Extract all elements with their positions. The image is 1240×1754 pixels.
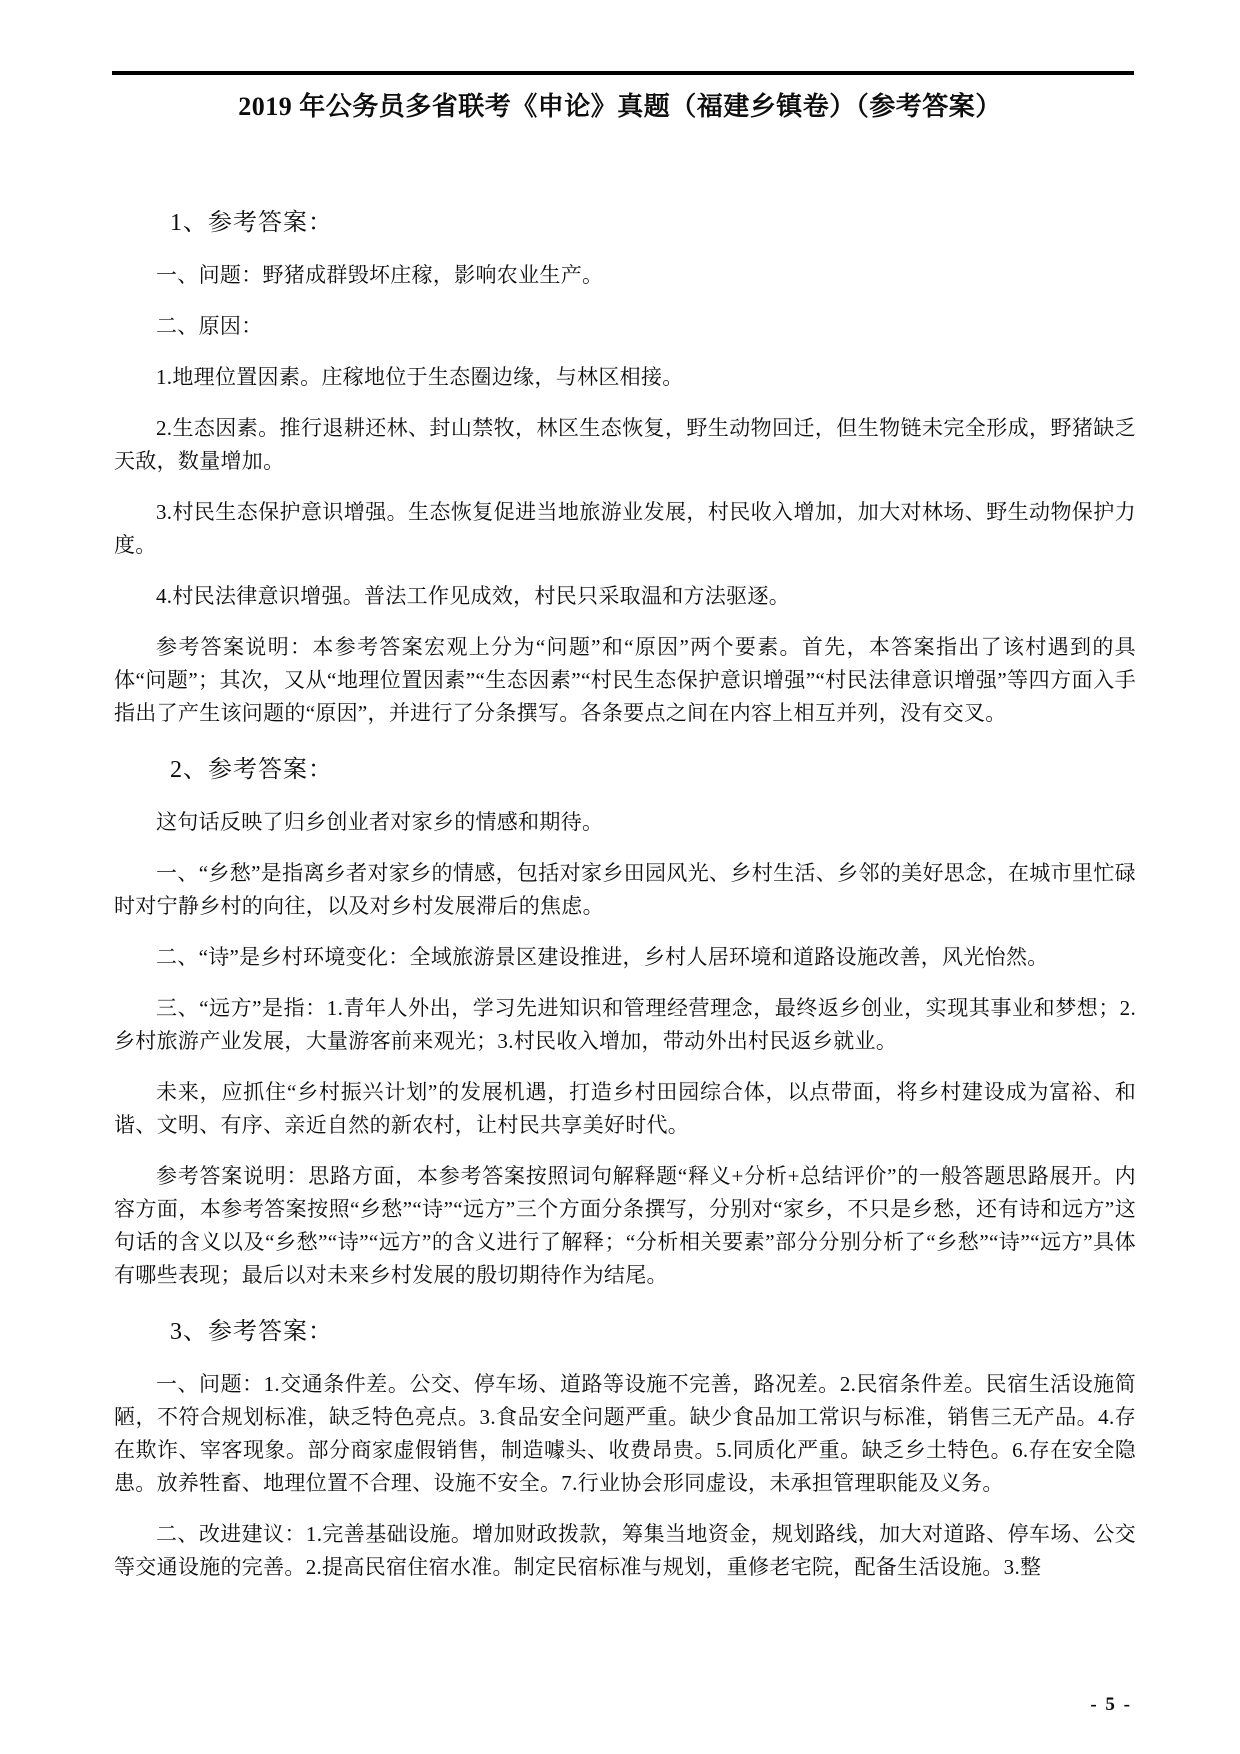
paragraph: 3.村民生态保护意识增强。生态恢复促进当地旅游业发展，村民收入增加，加大对林场、野生动物保护力度。 xyxy=(114,500,1136,557)
document-title: 2019 年公务员多省联考《申论》真题（福建乡镇卷）（参考答案） xyxy=(238,92,1002,121)
paragraph: 二、改进建议：1.完善基础设施。增加财政拨款，筹集当地资金，规划路线，加大对道路、停车场、公交等交通设施的完善。2.提高民宿住宿水准。制定民宿标准与规划，重修老宅院，配备生活设施。3.整 xyxy=(114,1522,1136,1579)
paragraph: 二、原因： xyxy=(156,314,263,338)
paragraph: 2.生态因素。推行退耕还林、封山禁牧，林区生态恢复，野生动物回迁，但生物链未完全形成，野猪缺乏天敌，数量增加。 xyxy=(114,416,1136,473)
paragraph: 未来，应抓住“乡村振兴计划”的发展机遇，打造乡村田园综合体，以点带面，将乡村建设成为富裕、和谐、文明、有序、亲近自然的新农村，让村民共享美好时代。 xyxy=(114,1080,1136,1137)
section-3-heading: 3、参考答案： xyxy=(170,1319,333,1345)
answer-section-1 xyxy=(114,205,1136,730)
paragraph: 一、“乡愁”是指离乡者对家乡的情感，包括对家乡田园风光、乡村生活、乡邻的美好思念，在城市里忙碌时对宁静乡村的向往，以及对乡村发展滞后的焦虑。 xyxy=(114,861,1136,918)
answer-section-3 xyxy=(114,1314,1136,1584)
page-number: - 5 - xyxy=(1090,1694,1132,1715)
paragraph: 二、“诗”是乡村环境变化：全域旅游景区建设推进，乡村人居环境和道路设施改善，风光怡然。 xyxy=(156,945,1049,969)
document-body xyxy=(114,205,1136,1584)
paragraph: 1.地理位置因素。庄稼地位于生态圈边缘，与林区相接。 xyxy=(156,365,684,389)
paragraph: 4.村民法律意识增强。普法工作见成效，村民只采取温和方法驱逐。 xyxy=(156,584,791,608)
answer-section-2 xyxy=(114,752,1136,1292)
section-2-heading: 2、参考答案： xyxy=(170,757,333,783)
paragraph: 参考答案说明：本参考答案宏观上分为“问题”和“原因”两个要素。首先，本答案指出了该村遇到的具体“问题”；其次，又从“地理位置因素”“生态因素”“村民生态保护意识增强”“村民法律意识增强”等四方面入手指出了产生该问题的“原因”，并进行了分条撰写。各条要点之间在内容上相互并列，没有交叉。 xyxy=(114,635,1136,725)
paragraph: 一、问题：野猪成群毁坏庄稼，影响农业生产。 xyxy=(156,263,604,287)
header-rule xyxy=(112,71,1134,75)
paragraph: 三、“远方”是指：1.青年人外出，学习先进知识和管理经营理念，最终返乡创业，实现其事业和梦想；2.乡村旅游产业发展，大量游客前来观光；3.村民收入增加，带动外出村民返乡就业。 xyxy=(114,996,1136,1053)
paragraph: 这句话反映了归乡创业者对家乡的情感和期待。 xyxy=(156,810,604,834)
paragraph: 参考答案说明：思路方面，本参考答案按照词句解释题“释义+分析+总结评价”的一般答题思路展开。内容方面，本参考答案按照“乡愁”“诗”“远方”三个方面分条撰写，分别对“家乡，不只是乡愁，还有诗和远方”这句话的含义以及“乡愁”“诗”“远方”的含义进行了解释；“分析相关要素”部分分别分析了“乡愁”“诗”“远方”具体有哪些表现；最后以对未来乡村发展的殷切期待作为结尾。 xyxy=(114,1164,1136,1287)
section-1-heading: 1、参考答案： xyxy=(170,210,333,236)
paragraph: 一、问题：1.交通条件差。公交、停车场、道路等设施不完善，路况差。2.民宿条件差。民宿生活设施简陋，不符合规划标准，缺乏特色亮点。3.食品安全问题严重。缺少食品加工常识与标准，销售三无产品。4.存在欺诈、宰客现象。部分商家虚假销售，制造噱头、收费昂贵。5.同质化严重。缺乏乡土特色。6.存在安全隐患。放养牲畜、地理位置不合理、设施不安全。7.行业协会形同虚设，未承担管理职能及义务。 xyxy=(114,1372,1136,1495)
